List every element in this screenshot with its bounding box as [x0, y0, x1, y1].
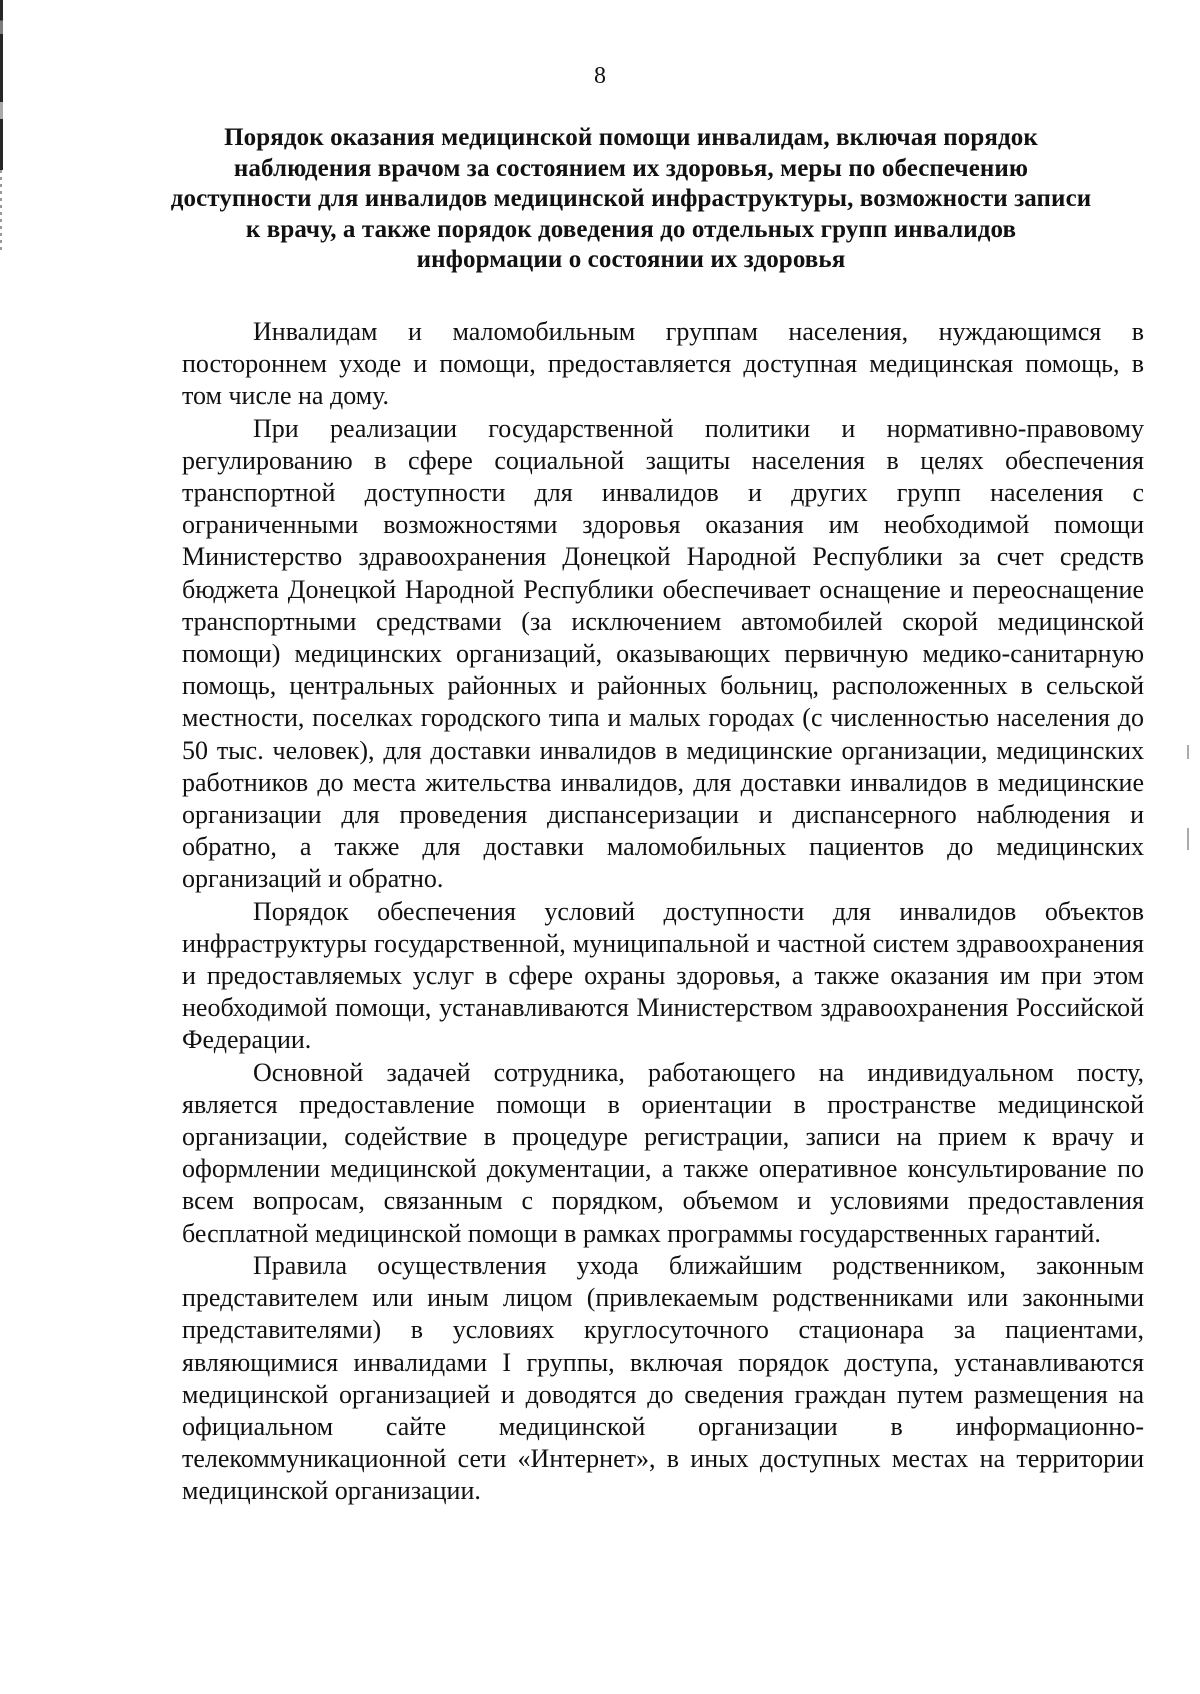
paragraph: Основной задачей сотрудника, работающего на индивидуальном посту, является предоставление помощи в ориентации в пространстве медицинской организации, содействие в процедуре регистрации, записи на прием к врачу и оформлении медицинской документации, а также оперативное консультирование по всем вопросам, связанным с порядком, объемом и условиями предоставления бесплатной медицинской помощи в рамках программы государственных гарантий.: [182, 1057, 1144, 1248]
scan-edge-artifact-lower: [0, 170, 2, 250]
paragraph: Инвалидам и маломобильным группам населения, нуждающимся в постороннем уходе и помощи, предоставляется доступная медицинская помощь, в том числе на дому.: [182, 317, 1144, 411]
paragraph: При реализации государственной политики и нормативно-правовому регулированию в сфере социальной защиты населения в целях обеспечения транспортной доступности для инвалидов и других групп населения с ограниченными возможностями здоровья оказания им необходимой помощи Министерство здравоохранения Донецкой Народной Республики за счет средств бюджета Донецкой Народной Республики обеспечивает оснащение и переоснащение транспортными средствами (за исключением автомобилей скорой медицинской помощи) медицинских организаций, оказывающих первичную медико-санитарную помощь, центральных районных и районных больниц, расположенных в сельской местности, поселках городского типа и малых городах (с численностью населения до 50 тыс. человек), для доставки инвалидов в медицинские организации, медицинских работников до места жительства инвалидов, для доставки инвалидов в медицинские организации для проведения диспансеризации и диспансерного наблюдения и обратно, а также для доставки маломобильных пациентов до медицинских организаций и обратно.: [182, 413, 1144, 894]
page-number: 8: [594, 63, 606, 89]
paragraph: Правила осуществления ухода ближайшим родственником, законным представителем или иным лицом (привлекаемым родственниками или законными представителями) в условиях круглосуточного стационара за пациентами, являющимися инвалидами I группы, включая порядок доступа, устанавливаются медицинской организацией и доводятся до сведения граждан путем размещения на официальном сайте медицинской организации в информационно-телекоммуникационной сети «Интернет», в иных доступных местах на территории медицинской организации.: [182, 1250, 1144, 1506]
scan-speck: [1187, 745, 1189, 759]
document-body: [182, 316, 1144, 1508]
paragraph: Порядок обеспечения условий доступности для инвалидов объектов инфраструктуры государственной, муниципальной и частной систем здравоохранения и предоставляемых услуг в сфере охраны здоровья, а также оказания им при этом необходимой помощи, устанавливаются Министерством здравоохранения Российской Федерации.: [182, 896, 1144, 1055]
document-title: Порядок оказания медицинской помощи инвалидам, включая порядок наблюдения врачом за состоянием их здоровья, меры по обеспечению доступности для инвалидов медицинской инфраструктуры, возможности записи к врачу, а также порядок доведения до отдельных групп инвалидов информации о состоянии их здоровья: [170, 124, 1092, 273]
scan-speck: [1187, 828, 1189, 850]
